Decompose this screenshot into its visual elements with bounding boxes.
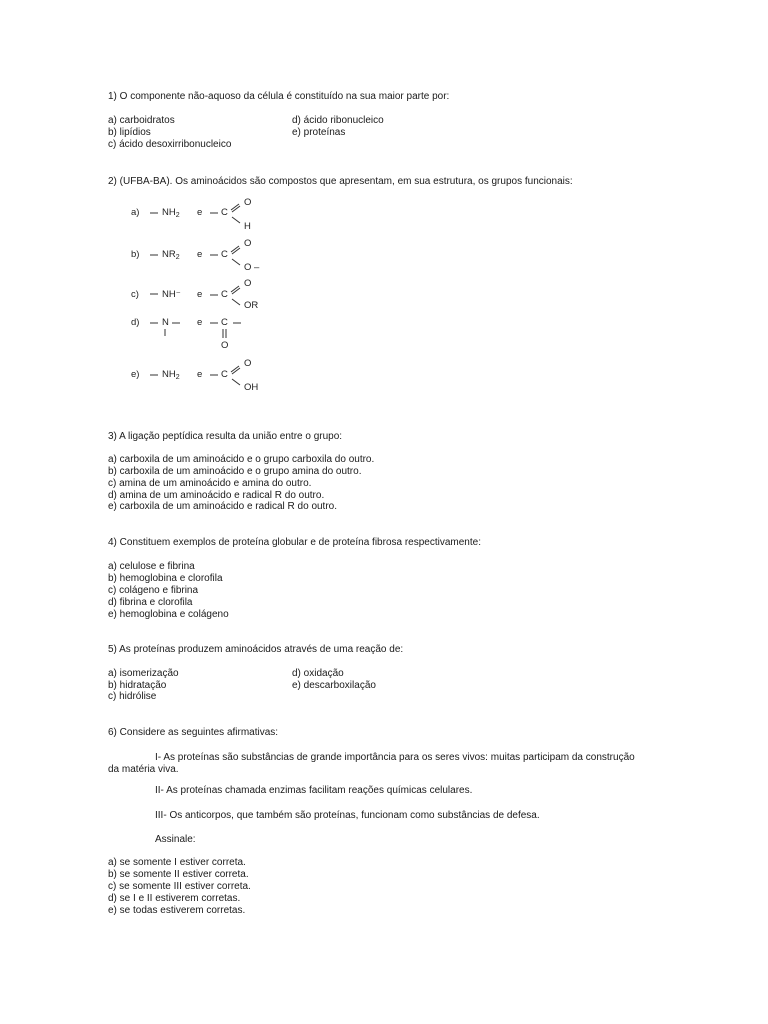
structure-b-oxide: O –	[244, 262, 260, 273]
structure-c-ester: OR	[244, 300, 259, 311]
bond-c-double-o-1	[231, 286, 239, 292]
question-3-option-d: d) amina de um aminoácido e radical R do outro.	[108, 490, 325, 501]
structure-d-oxygen: O	[221, 340, 229, 351]
question-5-option-b: b) hidratação	[108, 680, 167, 691]
structure-e-conjunction: e	[197, 369, 203, 380]
structure-e-oxygen: O	[244, 358, 252, 369]
bond-e-single-oh	[232, 379, 240, 385]
bond-a-double-o-2	[232, 206, 240, 212]
bond-e-double-o-2	[232, 368, 240, 374]
structure-a-label: a)	[131, 207, 140, 218]
structure-a-oxygen: O	[244, 197, 252, 208]
structure-c-oxygen: O	[244, 278, 252, 289]
structure-a-conjunction: e	[197, 207, 203, 218]
bond-a-double-o-1	[231, 204, 239, 210]
question-5-option-e: e) descarboxilação	[292, 680, 376, 691]
bond-a-single-h	[232, 217, 240, 223]
structure-e-carbon: C	[221, 369, 228, 380]
structure-a-amine: $NH_2$	[162, 207, 180, 219]
bond-e-double-o-1	[231, 366, 239, 372]
structure-d-conjunction: e	[197, 317, 203, 328]
structure-b-amine: $NR_2$	[162, 249, 180, 261]
structure-a-carbon: C	[221, 207, 228, 218]
question-1-option-a: a) carboidratos	[108, 115, 175, 126]
question-1-option-e: e) proteínas	[292, 127, 346, 138]
question-3-option-b: b) carboxila de um aminoácido e o grupo amina do outro.	[108, 466, 362, 477]
question-1-option-d: d) ácido ribonucleico	[292, 115, 384, 126]
question-4-option-c: c) colágeno e fibrina	[108, 585, 199, 596]
question-4-stem: 4) Constituem exemplos de proteína globular e de proteína fibrosa respectivamente:	[108, 537, 481, 548]
question-4-option-d: d) fibrina e clorofila	[108, 597, 193, 608]
structure-e-label: e)	[131, 369, 140, 380]
question-4-option-a: a) celulose e fibrina	[108, 561, 195, 572]
structure-c-amine: NH⁻	[162, 289, 181, 300]
structure-e-hydroxyl: OH	[244, 382, 259, 393]
structure-e-amine: $NH_2$	[162, 369, 180, 381]
question-4-option-b: b) hemoglobina e clorofila	[108, 573, 223, 584]
question-6-option-b: b) se somente II estiver correta.	[108, 869, 249, 880]
question-6-option-c: c) se somente III estiver correta.	[108, 881, 251, 892]
question-3-option-a: a) carboxila de um aminoácido e o grupo carboxila do outro.	[108, 454, 375, 465]
structure-d-nitrogen: N	[162, 317, 169, 328]
structure-d-carbon: C	[221, 317, 228, 328]
bond-b-double-o-1	[231, 246, 239, 252]
question-6-instruction: Assinale:	[155, 834, 196, 845]
question-6-statement-1-line-1: I- As proteínas são substâncias de grande importância para os seres vivos: muitas participam da construção	[155, 752, 635, 763]
structure-b-conjunction: e	[197, 249, 203, 260]
structure-c-label: c)	[131, 289, 139, 300]
question-5-option-d: d) oxidação	[292, 668, 344, 679]
question-4-option-e: e) hemoglobina e colágeno	[108, 609, 229, 620]
structure-a-hydrogen: H	[244, 221, 251, 232]
question-6-statement-2: II- As proteínas chamada enzimas facilitam reações químicas celulares.	[155, 785, 473, 796]
bond-c-double-o-2	[232, 288, 240, 294]
question-6-option-d: d) se I e II estiverem corretas.	[108, 893, 241, 904]
question-3-option-e: e) carboxila de um aminoácido e radical R do outro.	[108, 501, 338, 512]
question-6-option-a: a) se somente I estiver correta.	[108, 857, 246, 868]
question-6-option-e: e) se todas estiverem corretas.	[108, 905, 246, 916]
structure-b-oxygen: O	[244, 238, 252, 249]
structure-c-conjunction: e	[197, 289, 203, 300]
structure-c-carbon: C	[221, 289, 228, 300]
structure-b-label: b)	[131, 249, 140, 260]
question-3-option-c: c) amina de um aminoácido e amina do outro.	[108, 478, 312, 489]
question-5-option-a: a) isomerização	[108, 668, 179, 679]
bond-c-single-or	[232, 299, 240, 305]
bond-b-single-o	[232, 259, 240, 265]
question-6-statement-1-line-2: da matéria viva.	[108, 764, 179, 775]
question-5-option-c: c) hidrólise	[108, 691, 157, 702]
question-6-statement-3: III- Os anticorpos, que também são proteínas, funcionam como substâncias de defesa.	[155, 810, 540, 821]
question-5-stem: 5) As proteínas produzem aminoácidos através de uma reação de:	[108, 644, 404, 655]
question-1-option-b: b) lipídios	[108, 127, 151, 138]
question-6-stem: 6) Considere as seguintes afirmativas:	[108, 727, 279, 738]
question-1-stem: 1) O componente não-aquoso da célula é constituído na sua maior parte por:	[108, 91, 450, 102]
structure-b-carbon: C	[221, 249, 228, 260]
structure-d-label: d)	[131, 317, 140, 328]
question-2-stem: 2) (UFBA-BA). Os aminoácidos são compostos que apresentam, em sua estrutura, os grupos funcionais:	[108, 176, 573, 187]
question-3-stem: 3) A ligação peptídica resulta da união entre o grupo:	[108, 431, 343, 442]
question-1-option-c: c) ácido desoxirribonucleico	[108, 139, 232, 150]
bond-b-double-o-2	[232, 248, 240, 254]
